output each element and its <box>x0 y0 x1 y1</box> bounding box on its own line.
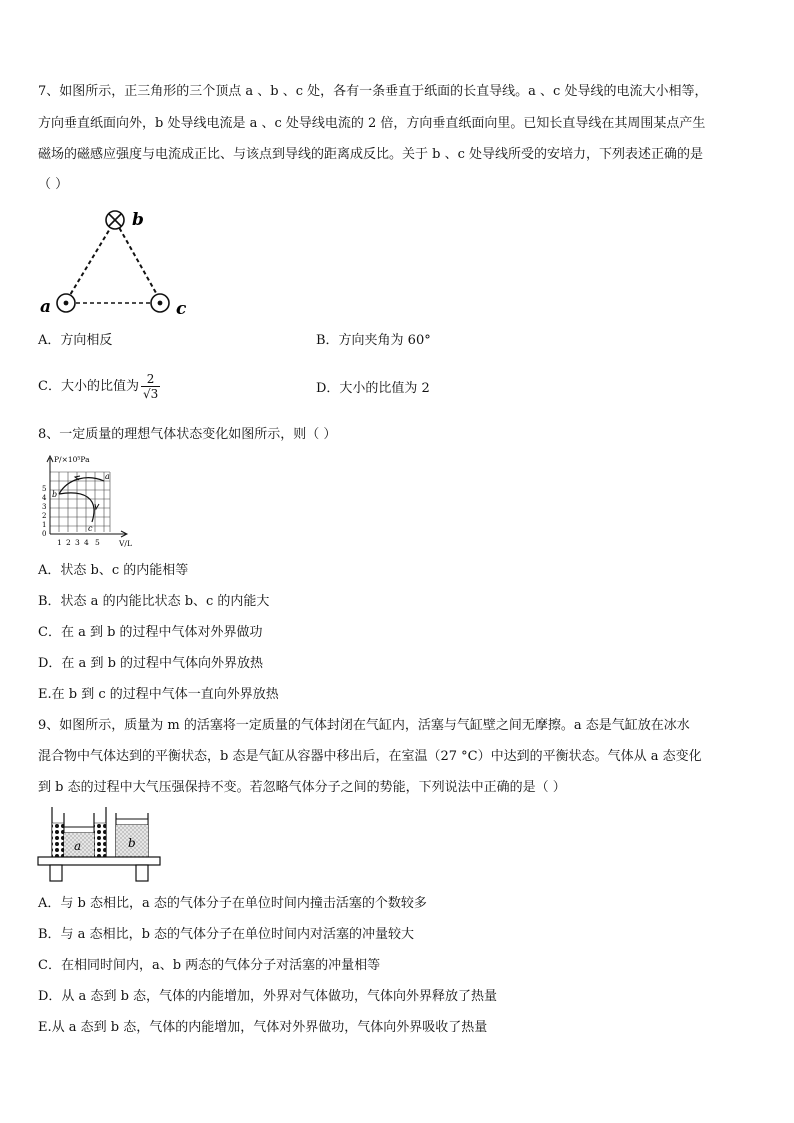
wire-c-out-of-page-icon <box>151 294 169 312</box>
y-tick-1: 1 <box>42 521 47 529</box>
q7-option-d: D．大小的比值为 2 <box>316 381 430 396</box>
x-tick-2: 2 <box>66 538 71 547</box>
q7-stem-line-3: 磁场的磁感应强度与电流成正比、与该点到导线的距离成反比。关于 b 、c 处导线所受的安培力，下列表述正确的是 <box>38 147 704 162</box>
fraction-denominator: √3 <box>142 387 159 401</box>
x-tick-5: 5 <box>95 538 100 547</box>
q7-triangle-figure <box>30 200 200 325</box>
point-c-label: c <box>88 524 93 533</box>
label-c: c <box>176 299 187 319</box>
label-a: a <box>74 839 82 853</box>
q9-stem-line-3: 到 b 态的过程中大气压强保持不变。若忽略气体分子之间的势能，下列说法中正确的是（ ） <box>38 780 566 795</box>
q7-option-c-fraction <box>141 372 160 401</box>
q9-option-c: C．在相同时间内，a、b 两态的气体分子对活塞的冲量相等 <box>38 958 381 973</box>
piston-a <box>64 827 94 833</box>
q8-option-c: C．在 a 到 b 的过程中气体对外界做功 <box>38 625 263 640</box>
y-tick-3: 3 <box>42 503 47 511</box>
q9-option-b: B．与 a 态相比，b 态的气体分子在单位时间内对活塞的冲量较大 <box>38 927 415 942</box>
pv-grid <box>50 472 110 532</box>
cylinder-a <box>64 813 94 857</box>
table <box>38 857 160 881</box>
edge-ab <box>67 222 114 300</box>
q7-option-c <box>38 372 160 401</box>
q9-option-e: E.从 a 态到 b 态，气体的内能增加，气体对外界做功，气体向外界吸收了热量 <box>38 1020 488 1035</box>
curve-a-to-b <box>59 478 104 494</box>
label-a: a <box>40 297 52 317</box>
cylinder-b <box>116 813 148 857</box>
y-tick-5: 5 <box>42 485 47 493</box>
q7-answer-paren: （ ） <box>38 177 69 192</box>
y-tick-4: 4 <box>42 494 47 502</box>
q8-pv-graph <box>38 452 138 550</box>
curve-b-to-c <box>59 493 94 522</box>
piston-b <box>116 819 148 825</box>
q8-option-d: D．在 a 到 b 的过程中气体向外界放热 <box>38 656 264 671</box>
q7-option-c-prefix: C．大小的比值为 <box>38 379 139 394</box>
q9-option-d: D．从 a 态到 b 态，气体的内能增加，外界对气体做功，气体向外界释放了热量 <box>38 989 498 1004</box>
q9-cylinder-figure <box>36 805 166 885</box>
q7-option-b: B．方向夹角为 60° <box>316 333 431 348</box>
q8-option-b: B．状态 a 的内能比状态 b、c 的内能大 <box>38 594 270 609</box>
y-tick-0: 0 <box>42 530 47 538</box>
q7-stem-line-1: 7、如图所示，正三角形的三个顶点 a 、b 、c 处，各有一条垂直于纸面的长直导线。a 、c 处导线的电流大小相等， <box>38 84 708 99</box>
label-b: b <box>132 210 144 230</box>
x-tick-4: 4 <box>84 538 89 547</box>
pv-y-label: P/×10⁵Pa <box>54 455 90 464</box>
x-tick-1: 1 <box>57 538 62 547</box>
q7-option-a: A．方向相反 <box>38 333 113 348</box>
q8-stem: 8、一定质量的理想气体状态变化如图所示，则（ ） <box>38 427 337 442</box>
wire-a-out-of-page-icon <box>57 294 75 312</box>
q8-option-a: A．状态 b、c 的内能相等 <box>38 563 189 578</box>
point-a-label: a <box>105 472 110 481</box>
x-tick-3: 3 <box>75 538 80 547</box>
fraction-numerator: 2 <box>141 372 160 387</box>
pv-x-label: V/L <box>119 539 132 548</box>
point-b-label: b <box>52 490 58 499</box>
q9-option-a: A．与 b 态相比，a 态的气体分子在单位时间内撞击活塞的个数较多 <box>38 896 427 911</box>
q9-stem-line-1: 9、如图所示，质量为 m 的活塞将一定质量的气体封闭在气缸内，活塞与气缸壁之间无摩擦。a 态是气缸放在冰水 <box>38 718 690 733</box>
q9-stem-line-2: 混合物中气体达到的平衡状态，b 态是气缸从容器中移出后，在室温（27 °C）中达到的平衡状态。气体从 a 态变化 <box>38 749 702 764</box>
label-b: b <box>128 836 136 850</box>
wire-b-into-page-icon <box>106 211 124 229</box>
edge-bc <box>116 222 160 300</box>
q7-stem-line-2: 方向垂直纸面向外，b 处导线电流是 a 、c 处导线电流的 2 倍，方向垂直纸面向里。已知长直导线在其周围某点产生 <box>38 116 706 131</box>
y-tick-2: 2 <box>42 512 47 520</box>
q8-option-e: E.在 b 到 c 的过程中气体一直向外界放热 <box>38 687 279 702</box>
